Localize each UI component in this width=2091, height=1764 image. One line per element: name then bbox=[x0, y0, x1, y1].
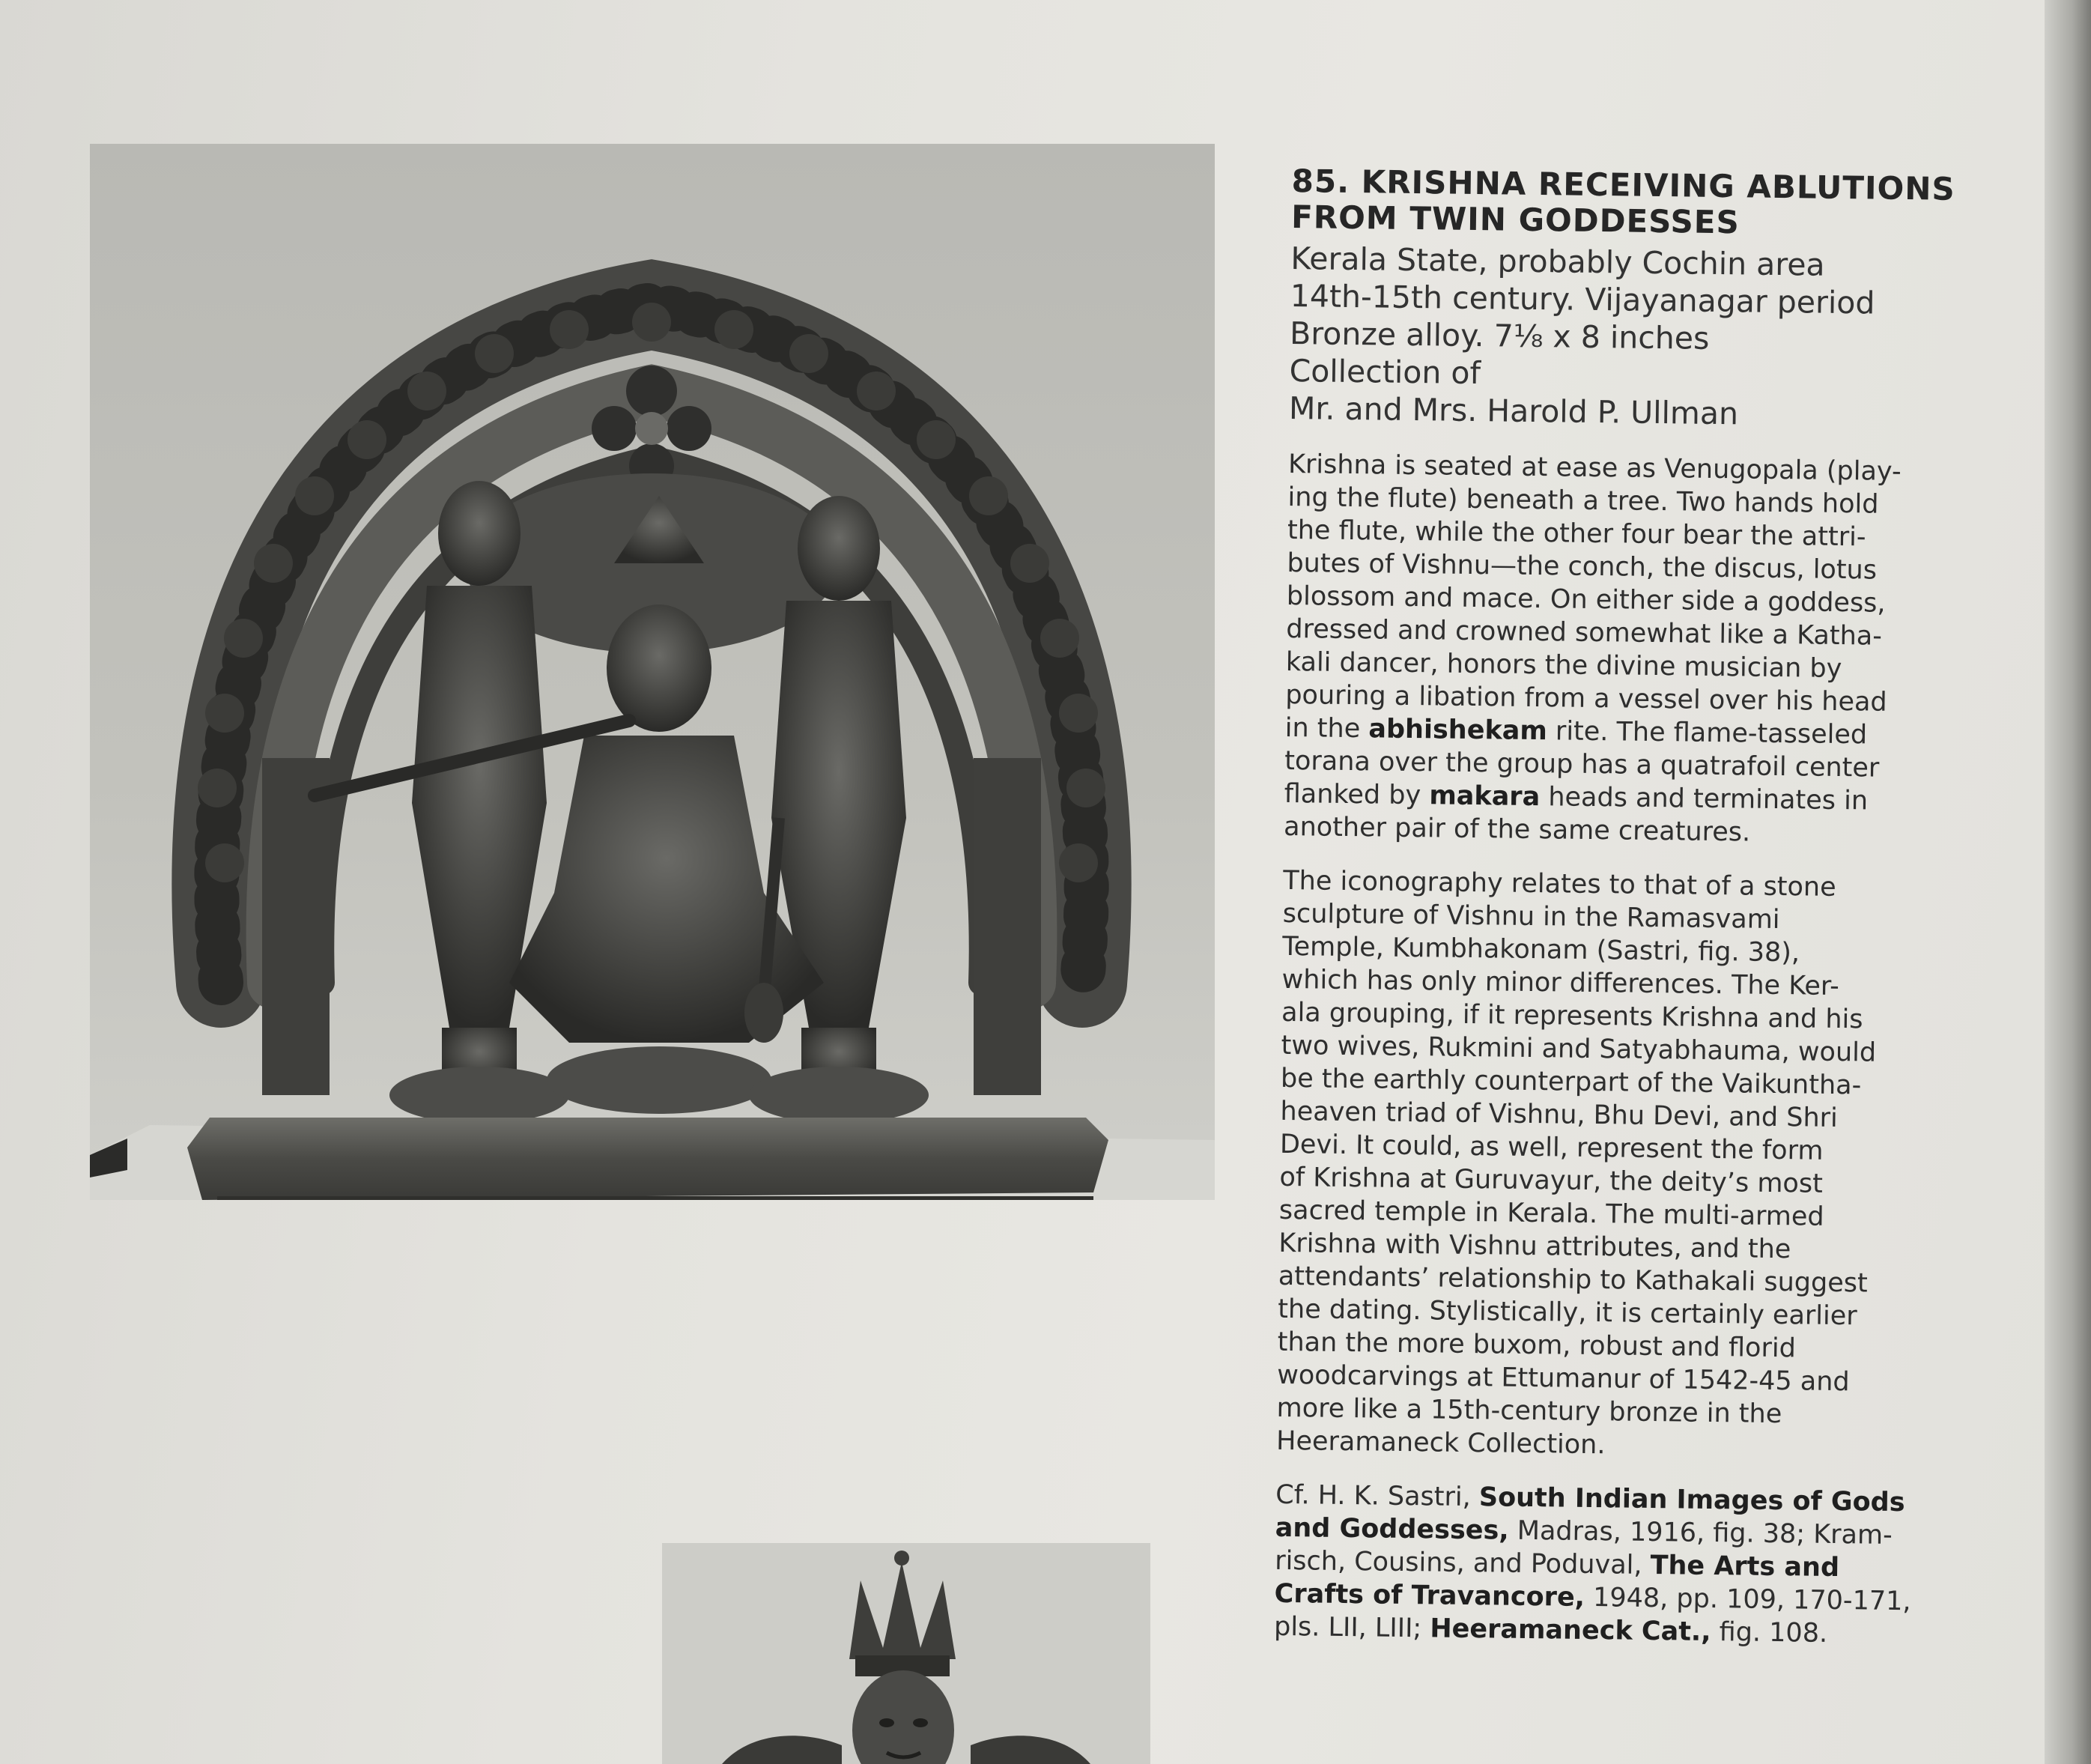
crowned-head-illustration bbox=[662, 1543, 1150, 1764]
text-line: kali dancer, honors the divine musician by bbox=[1285, 646, 1842, 685]
term-abhishekam: abhishekam bbox=[1368, 714, 1548, 747]
text-span: flanked by bbox=[1284, 778, 1430, 811]
text-span: heads and terminates in bbox=[1539, 782, 1869, 816]
text-line: sculpture of Vishnu in the Ramasvami bbox=[1282, 898, 1780, 936]
text-line: two wives, Rukmini and Satyabhauma, would bbox=[1281, 1030, 1877, 1068]
collector-line: Mr. and Mrs. Harold P. Ullman bbox=[1288, 390, 1739, 432]
iconography-paragraph bbox=[1276, 864, 1973, 1466]
description-paragraph bbox=[1284, 448, 1977, 852]
catalog-entry bbox=[1274, 163, 1981, 1652]
entry-title-line: 85. KRISHNA RECEIVING ABLUTIONS bbox=[1291, 163, 1955, 207]
text-line: Devi. It could, as well, represent the form bbox=[1279, 1129, 1824, 1166]
entry-metadata bbox=[1289, 240, 1980, 435]
text-line: pouring a libation from a vessel over his head bbox=[1285, 679, 1887, 718]
provenance-line: Kerala State, probably Cochin area bbox=[1290, 240, 1825, 283]
text-line: more like a 15th-century bronze in the bbox=[1276, 1392, 1782, 1430]
reference-title: and Goddesses, bbox=[1275, 1512, 1509, 1546]
entry-title-line: FROM TWIN GODDESSES bbox=[1290, 198, 1741, 241]
text-line: attendants’ relationship to Kathakali suggest bbox=[1278, 1261, 1868, 1299]
text-line: than the more buxom, robust and florid bbox=[1277, 1327, 1797, 1364]
page-edge-shadow bbox=[2045, 0, 2091, 1764]
text-line: Krishna with Vishnu attributes, and the bbox=[1278, 1228, 1791, 1265]
text-line: ing the flute) beneath a tree. Two hands hold bbox=[1287, 482, 1879, 520]
text-line: the flute, while the other four bear the attri- bbox=[1287, 515, 1866, 553]
text-span: 1948, pp. 109, 170-171, bbox=[1584, 1582, 1911, 1617]
text-line: another pair of the same creatures. bbox=[1283, 811, 1751, 848]
text-span: Madras, 1916, fig. 38; Kram- bbox=[1508, 1515, 1893, 1551]
text-line: sacred temple in Kerala. The multi-armed bbox=[1278, 1195, 1824, 1232]
text-line: Temple, Kumbhakonam (Sastri, fig. 38), bbox=[1281, 931, 1800, 969]
text-line: woodcarvings at Ettumanur of 1542-45 and bbox=[1276, 1360, 1850, 1398]
reference-title: South Indian Images of Gods bbox=[1478, 1482, 1905, 1518]
text-line: of Krishna at Guruvayur, the deity’s most bbox=[1279, 1162, 1824, 1199]
text-line: ala grouping, if it represents Krishna and his bbox=[1281, 997, 1863, 1035]
references-paragraph bbox=[1274, 1479, 1965, 1652]
text-span: in the bbox=[1284, 712, 1369, 745]
text-line: the dating. Stylistically, it is certainly earlier bbox=[1278, 1294, 1857, 1332]
text-line: which has only minor differences. The Ker- bbox=[1281, 964, 1839, 1002]
reference-title: The Arts and bbox=[1650, 1550, 1840, 1583]
material-line: Bronze alloy. 7⅛ x 8 inches bbox=[1289, 315, 1710, 357]
text-span: Cf. H. K. Sastri, bbox=[1275, 1479, 1480, 1513]
second-sculpture-photo bbox=[662, 1543, 1150, 1764]
text-span: rite. The flame-tasseled bbox=[1547, 716, 1868, 751]
text-line: Heeramaneck Collection. bbox=[1275, 1425, 1606, 1461]
entry-title bbox=[1291, 163, 1981, 243]
text-span: fig. 108. bbox=[1711, 1616, 1828, 1649]
text-span: risch, Cousins, and Poduval, bbox=[1274, 1545, 1651, 1580]
krishna-bronze-illustration bbox=[90, 144, 1215, 1200]
text-line: torana over the group has a quatrafoil center bbox=[1284, 745, 1880, 784]
term-makara: makara bbox=[1429, 781, 1541, 813]
text-line: dressed and crowned somewhat like a Katha- bbox=[1286, 613, 1883, 652]
text-line: butes of Vishnu—the conch, the discus, lotus bbox=[1287, 548, 1878, 586]
date-line: 14th-15th century. Vijayanagar period bbox=[1290, 277, 1875, 321]
reference-title: Heeramaneck Cat., bbox=[1430, 1613, 1711, 1647]
text-line: Krishna is seated at ease as Venugopala (play- bbox=[1287, 449, 1902, 487]
reference-title: Crafts of Travancore, bbox=[1274, 1578, 1585, 1613]
collection-line: Collection of bbox=[1289, 352, 1481, 392]
text-span: pls. LII, LIII; bbox=[1273, 1611, 1430, 1644]
sculpture-photo bbox=[90, 144, 1215, 1200]
text-line: be the earthly counterpart of the Vaikuntha- bbox=[1280, 1063, 1862, 1101]
text-line: heaven triad of Vishnu, Bhu Devi, and Shri bbox=[1280, 1096, 1839, 1133]
text-line: The iconography relates to that of a stone bbox=[1283, 865, 1836, 903]
text-line: blossom and mace. On either side a goddess, bbox=[1286, 581, 1886, 619]
